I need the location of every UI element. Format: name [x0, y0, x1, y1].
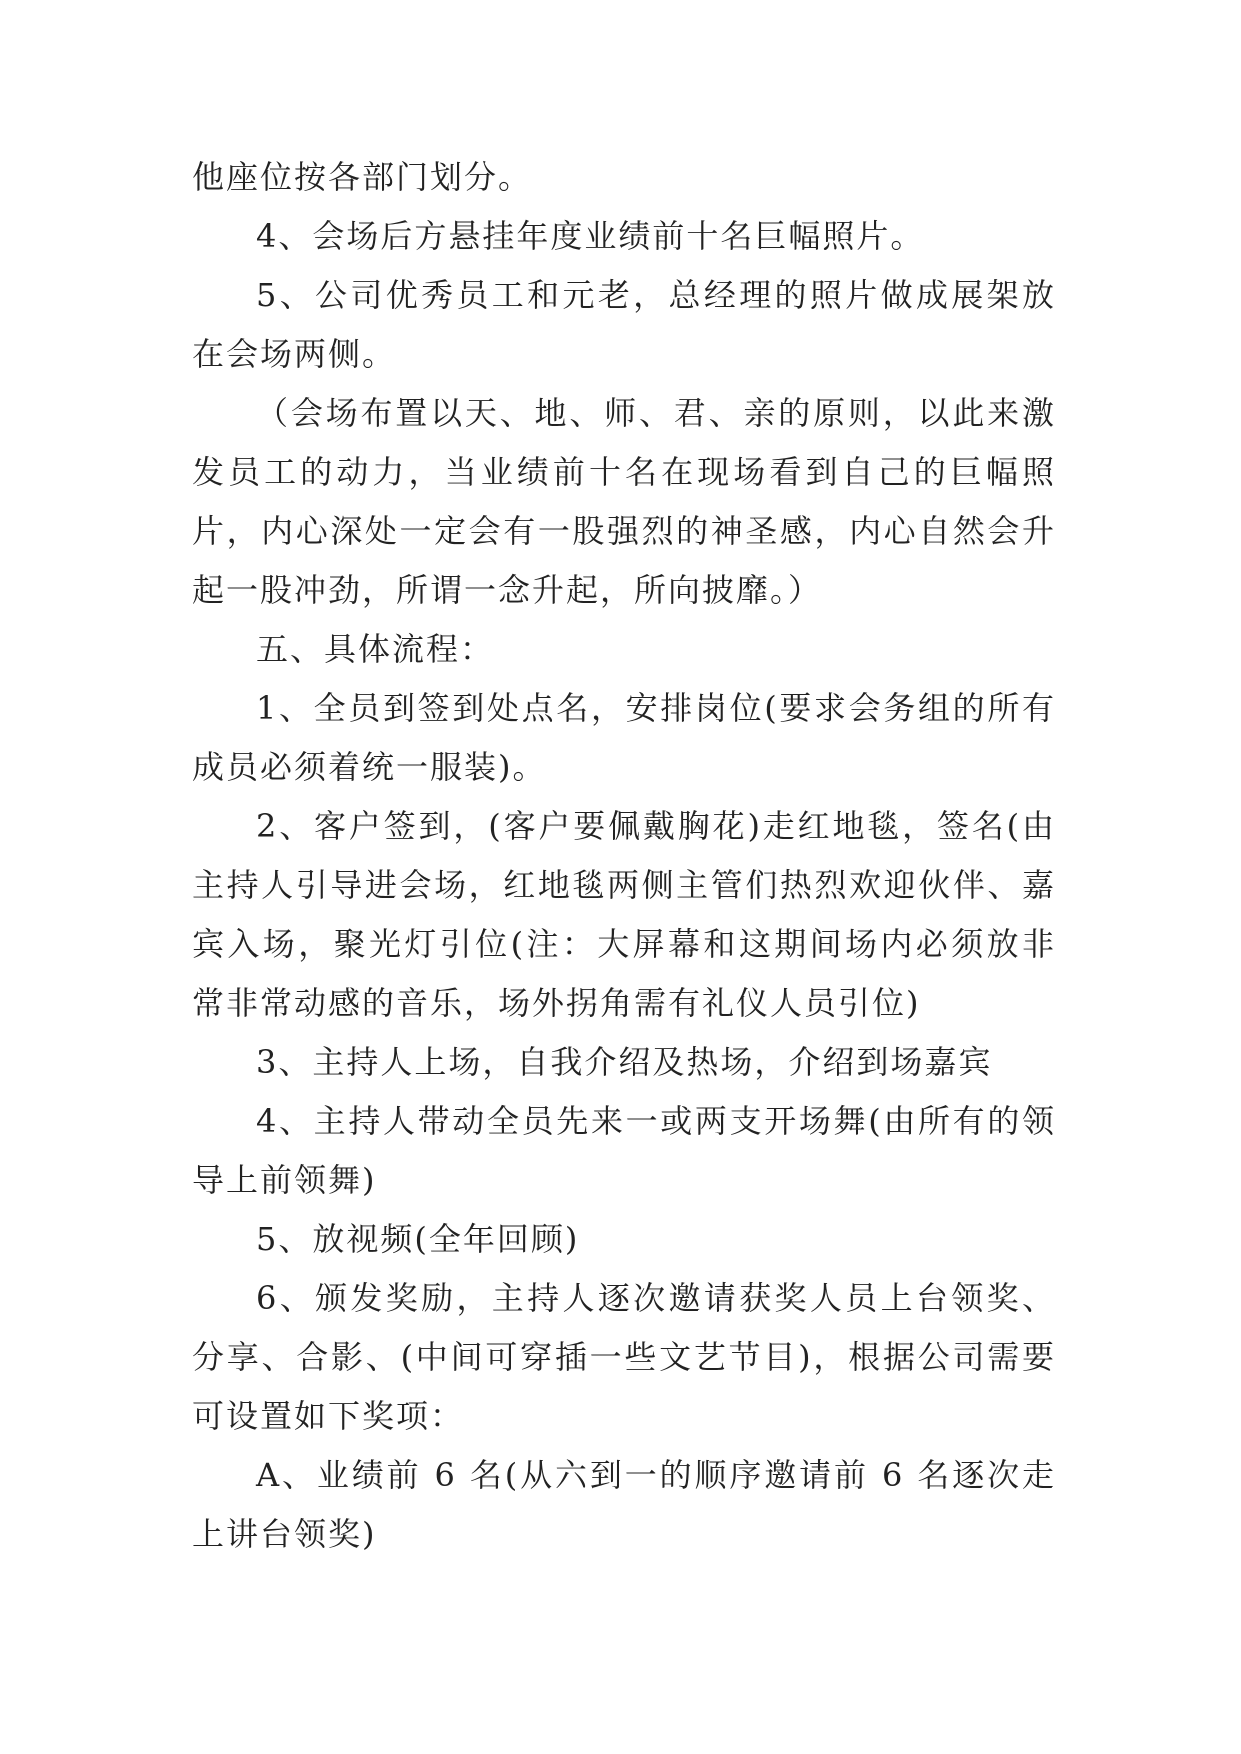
section-heading: 五、具体流程：: [256, 630, 495, 668]
paragraph: A、业绩前 6 名(从六到一的顺序邀请前 6 名逐次走上讲台领奖): [192, 1456, 1056, 1553]
paragraph: 5、公司优秀员工和元老，总经理的照片做成展架放在会场两侧。: [192, 276, 1056, 373]
paragraph: （会场布置以天、地、师、君、亲的原则，以此来激发员工的动力，当业绩前十名在现场看到自己的巨幅照片，内心深处一定会有一股强烈的神圣感，内心自然会升起一股冲劲，所谓一念升起，所向披靡。）: [192, 394, 1056, 609]
paragraph: 4、主持人带动全员先来一或两支开场舞(由所有的领导上前领舞): [192, 1102, 1056, 1199]
paragraph: 1、全员到签到处点名，安排岗位(要求会务组的所有成员必须着统一服装)。: [192, 689, 1056, 786]
paragraph: 他座位按各部门划分。: [192, 158, 533, 196]
document-page: [192, 148, 1056, 1564]
paragraph: 6、颁发奖励，主持人逐次邀请获奖人员上台领奖、分享、合影、(中间可穿插一些文艺节目)，根据公司需要可设置如下奖项：: [192, 1279, 1056, 1435]
paragraph: 2、客户签到，(客户要佩戴胸花)走红地毯，签名(由主持人引导进会场，红地毯两侧主管们热烈欢迎伙伴、嘉宾入场，聚光灯引位(注：大屏幕和这期间场内必须放非常非常动感的音乐，场外拐角需有礼仪人员引位): [192, 807, 1056, 1022]
paragraph: 5、放视频(全年回顾): [256, 1220, 580, 1258]
paragraph: 3、主持人上场，自我介绍及热场，介绍到场嘉宾: [256, 1043, 993, 1081]
paragraph: 4、会场后方悬挂年度业绩前十名巨幅照片。: [256, 217, 925, 255]
